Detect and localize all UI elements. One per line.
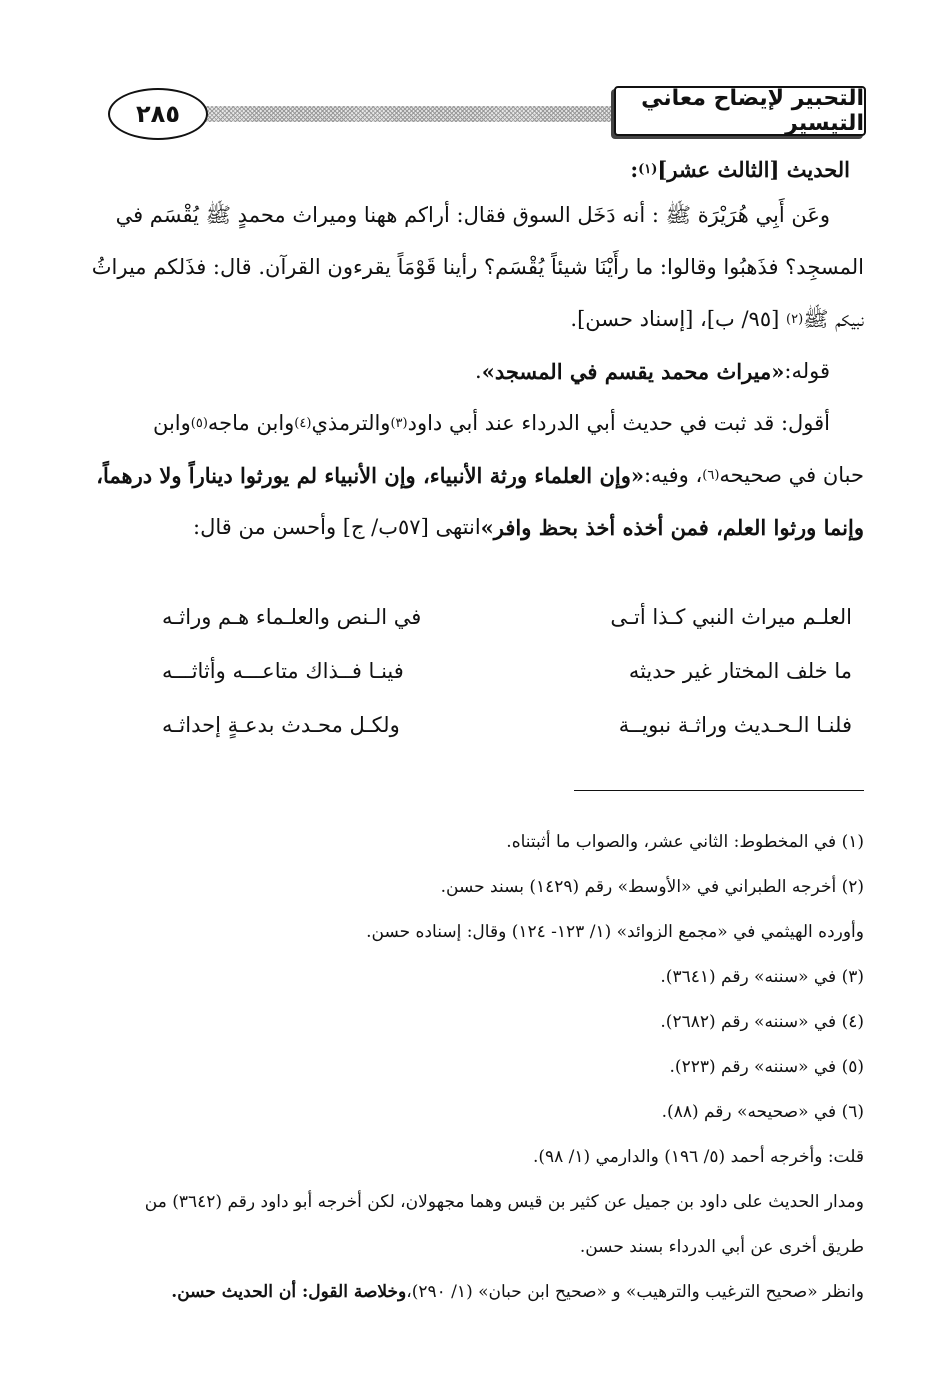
commentary-l2-a: حبان في صحيحه <box>719 463 864 488</box>
footnotes <box>100 820 864 1315</box>
poem <box>162 590 852 752</box>
commentary-line-2: حبان في صحيحه (٦) ، وفيه: «وإن العلماء ورثة الأنبياء، وإن الأنبياء لم يورثوا ديناراً ولا درهماً، <box>96 463 864 489</box>
hadith-heading: الحديث [الثالث عشر] (١) : <box>630 157 850 183</box>
footnote-separator <box>574 790 864 791</box>
quote-text: «ميراث محمد يقسم في المسجد» <box>481 359 785 385</box>
footnote: (٥) في «سننه» رقم (٢٢٣). <box>669 1057 864 1078</box>
footnote-conclusion <box>100 1270 864 1315</box>
conclusion-text: وانظر «صحيح الترغيب والترهيب» و «صحيح ابن حبان» (١/ ٢٩٠)، <box>406 1282 864 1303</box>
footnote: (٤) في «سننه» رقم (٢٦٨٢). <box>660 1012 864 1033</box>
commentary-line-1: أقول: قد ثبت في حديث أبي الدرداء عند أبي داود (٣) والترمذي (٤) وابن ماجه (٥) وابن <box>152 411 830 436</box>
commentary-l1-c: وابن ماجه <box>207 411 295 436</box>
conclusion-bold: وخلاصة القول: أن الحديث حسن. <box>171 1282 407 1303</box>
poem-second-hemistich: في الـنص والعلـماء هـم وراثـه <box>162 605 422 629</box>
heading-colon: : <box>630 157 639 183</box>
commentary-l2-bold: «وإن العلماء ورثة الأنبياء، وإن الأنبياء لم يورثوا ديناراً ولا درهماً، <box>96 463 644 489</box>
footnote: طريق أخرى عن أبي الدرداء بسند حسن. <box>579 1237 864 1258</box>
poem-first-hemistich: فلنـا الـحـديث وراثـة نبويــة <box>618 713 852 737</box>
commentary-l3-bold: وإنما ورثوا العلم، فمن أخذه أخذ بحظ وافر» <box>480 515 864 541</box>
hadith-line-1: وعَن أَبِي هُرَيْرَة ﷺ : أنه دَخَل السوق فقال: أراكم ههنا وميراث محمدٍ ﷺ يُقْسَم في <box>115 203 830 228</box>
footnote: (١) في المخطوط: الثاني عشر، والصواب ما أثبتناه. <box>506 832 864 853</box>
quote-intro: قوله: <box>784 359 830 384</box>
commentary-l3-b: انتهى [٥٧ب/ ج] وأحسن من قال: <box>193 515 481 540</box>
poem-verse <box>162 644 852 698</box>
footnote: ومدار الحديث على داود بن جميل عن كثير بن قيس وهما مجهولان، لكن أخرجه أبو داود رقم (٣٦٤٢) من <box>144 1192 864 1213</box>
footnote: (٣) في «سننه» رقم (٣٦٤١). <box>660 967 864 988</box>
commentary-l1-d: وابن <box>152 411 191 436</box>
main-text <box>91 150 864 554</box>
poem-first-hemistich: العلـم ميراث النبي كـذا أتـى <box>610 605 852 629</box>
quote-end: . <box>475 359 482 384</box>
book-title: التحبير لإيضاح معاني التيسير <box>614 86 866 136</box>
footnote: وأورده الهيثمي في «مجمع الزوائد» (١/ ١٢٣- ١٢٤) وقال: إسناده حسن. <box>366 922 864 943</box>
footnote: قلت: وأخرجه أحمد (٥/ ١٩٦) والدارمي (١/ ٩٨). <box>532 1147 864 1168</box>
heading-text: الحديث [الثالث عشر] <box>657 157 850 183</box>
hadith-line-3: نبيكم ﷺ (٢) [٩٥/ ب]، [إسناد حسن]. <box>570 307 864 332</box>
page-header <box>94 84 866 150</box>
commentary-quote <box>96 346 864 398</box>
poem-second-hemistich: فينـا فــذاك متاعـــه وأثاثـــه <box>162 659 404 683</box>
poem-first-hemistich: ما خلف المختار غير حديثه <box>628 659 852 683</box>
hadith-line-3-end: [٩٥/ ب]، [إسناد حسن]. <box>570 307 780 332</box>
footnote: (٢) أخرجه الطبراني في «الأوسط» رقم (١٤٢٩) بسند حسن. <box>440 877 864 898</box>
poem-second-hemistich: ولكـل محـدث بدعـةٍ إحداثـه <box>162 713 400 737</box>
hadith-line-3-start: نبيكم ﷺ <box>803 307 864 332</box>
commentary-line-3 <box>96 502 864 554</box>
hadith-line-2: المسجِد؟ فذَهبُوا وقالوا: ما رأَيْنَا شيئاً يُقْسَم؟ رأينا قَوْمَاً يقرءون القرآن. قال: فذَلكم ميراثُ <box>91 255 864 280</box>
commentary-l1-a: أقول: قد ثبت في حديث أبي الدرداء عند أبي داود <box>407 411 830 436</box>
page-number: ٢٨٥ <box>108 88 208 140</box>
commentary-l2-b: ، وفيه: <box>643 463 703 488</box>
footnote: (٦) في «صحيحه» رقم (٨٨). <box>661 1102 864 1123</box>
poem-verse <box>162 698 852 752</box>
commentary-l1-b: والترمذي <box>311 411 391 436</box>
poem-verse <box>162 590 852 644</box>
